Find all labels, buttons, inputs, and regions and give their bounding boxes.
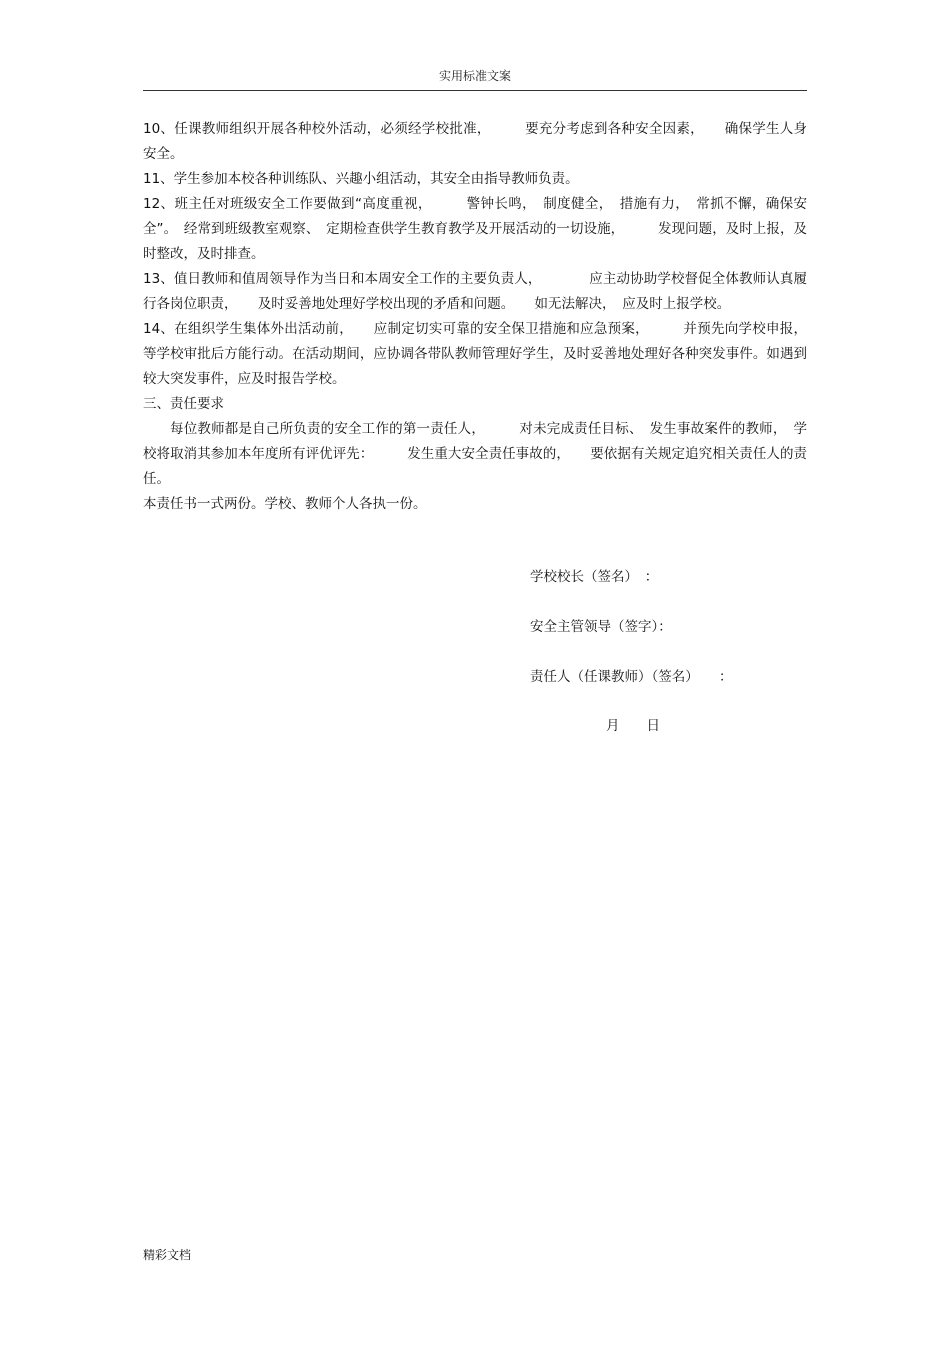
responsibility-paragraph: 每位教师都是自己所负责的安全工作的第一责任人， 对未完成责任目标、 发生事故案件的教师， 学校将取消其参加本年度所有评优评先： 发生重大安全责任事故的， 要依据有关规定追究相关责任人的责任。	[143, 421, 807, 487]
clause-11: 11、学生参加本校各种训练队、兴趣小组活动，其安全由指导教师负责。	[143, 171, 579, 187]
responsible-person-signature-line: 责任人（任课教师）（签名） ：	[530, 669, 733, 685]
date-line: 月 日	[606, 718, 660, 734]
header-rule	[143, 90, 807, 91]
document-body	[143, 117, 807, 517]
page-footer: 精彩文档	[143, 1248, 192, 1262]
closing-paragraph: 本责任书一式两份。学校、教师个人各执一份。	[143, 496, 427, 512]
clause-13: 13、值日教师和值周领导作为当日和本周安全工作的主要负责人， 应主动协助学校督促全体教师认真履行各岗位职责， 及时妥善地处理好学校出现的矛盾和问题。 如无法解决， 应及时上报学校。	[143, 271, 807, 312]
section-heading-responsibility: 三、责任要求	[143, 396, 224, 412]
clause-10: 10、任课教师组织开展各种校外活动，必须经学校批准， 要充分考虑到各种安全因素， 确保学生人身安全。	[143, 121, 807, 162]
page-header-title: 实用标准文案	[438, 69, 511, 83]
safety-leader-signature-line: 安全主管领导（签字）：	[530, 619, 672, 635]
principal-signature-line: 学校校长（签名） ：	[530, 569, 659, 585]
clause-12: 12、班主任对班级安全工作要做到“高度重视， 警钟长鸣， 制度健全， 措施有力， 常抓不懈，确保安全”。 经常到班级教室观察、 定期检查供学生教育教学及开展活动的一切设施， 发现问题，及时上报，及时整改，及时排查。	[143, 196, 807, 262]
clause-14: 14、在组织学生集体外出活动前， 应制定切实可靠的安全保卫措施和应急预案， 并预先向学校申报，等学校审批后方能行动。在活动期间，应协调各带队教师管理好学生，及时妥善地处理好各种突发事件。如遇到较大突发事件，应及时报告学校。	[143, 321, 807, 387]
